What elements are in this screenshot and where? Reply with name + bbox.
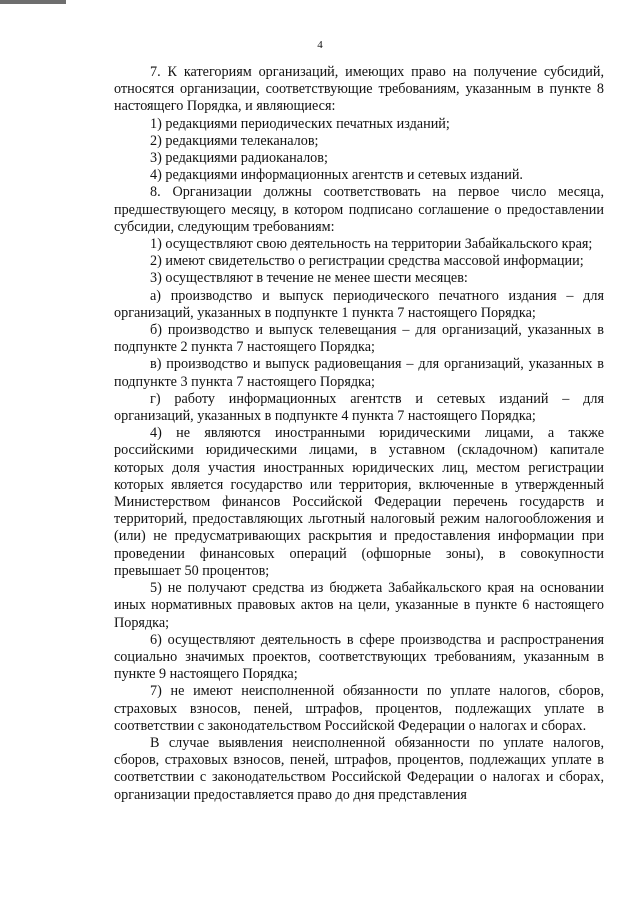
paragraph-debt-clause: В случае выявления неисполненной обязанности по уплате налогов, сборов, страховых взносов, пеней, штрафов, процентов, подлежащих уплате в соответствии с законодательством Российской Федерации о налогах и сборах, организации предоставляется право до дня представления xyxy=(114,734,604,803)
requirement-6: 6) осуществляют деятельность в сфере производства и распространения социально значимых проектов, соответствующих требованиям, указанным в пункте 9 настоящего Порядка; xyxy=(114,631,604,683)
list-item-3: 3) редакциями радиоканалов; xyxy=(150,150,328,167)
requirement-3a: а) производство и выпуск периодического печатного издания – для организаций, указанных в подпункте 1 пункта 7 настоящего Порядка; xyxy=(114,287,604,321)
list-item-1: 1) редакциями периодических печатных изданий; xyxy=(150,115,450,132)
requirement-1: 1) осуществляют свою деятельность на территории Забайкальского края; xyxy=(150,236,593,253)
requirement-3: 3) осуществляют в течение не менее шести месяцев: xyxy=(150,270,468,287)
requirement-3b: б) производство и выпуск телевещания – для организаций, указанных в подпункте 2 пункта 7 настоящего Порядка; xyxy=(114,322,604,356)
requirement-3c: в) производство и выпуск радиовещания – для организаций, указанных в подпункте 3 пункта 7 настоящего Порядка; xyxy=(114,356,604,390)
requirement-5: 5) не получают средства из бюджета Забайкальского края на основании иных нормативных правовых актов на цели, указанные в пункте 6 настоящего Порядка; xyxy=(114,580,604,631)
requirement-2: 2) имеют свидетельство о регистрации средства массовой информации; xyxy=(150,253,584,270)
paragraph-7-intro: 7. К категориям организаций, имеющих право на получение субсидий, относятся организации, соответствующие требованиям, указанным в пункте 8 настоящего Порядка, и являющиеся: xyxy=(114,64,604,115)
requirement-7: 7) не имеют неисполненной обязанности по уплате налогов, сборов, страховых взносов, пеней, штрафов, процентов, подлежащих уплате в соответствии с законодательством Российской Федерации о налогах и сборах. xyxy=(114,683,604,734)
list-item-4: 4) редакциями информационных агентств и сетевых изданий. xyxy=(150,167,523,184)
document-body xyxy=(114,64,604,804)
requirement-4: 4) не являются иностранными юридическими лицами, а также российскими юридическими лицами, в уставном (складочном) капитале которых доля участия иностранных юридических лиц, местом регистрации которых является государство или территория, включенные в утвержденный Министерством финансов Российской Федерации перечень государств и территорий, предоставляющих льготный налоговый режим налогообложения и (или) не предусматривающих раскрытия и предоставления информации при проведении финансовых операций (офшорные зоны), в совокупности превышает 50 процентов; xyxy=(114,425,604,579)
list-item-2: 2) редакциями телеканалов; xyxy=(150,132,319,149)
paragraph-8-intro: 8. Организации должны соответствовать на первое число месяца, предшествующего месяцу, в котором подписано соглашение о предоставлении субсидии, следующим требованиям: xyxy=(114,184,604,235)
page-number: 4 xyxy=(317,39,323,51)
scan-edge-mark xyxy=(0,0,66,4)
requirement-3d: г) работу информационных агентств и сетевых изданий – для организаций, указанных в подпункте 4 пункта 7 настоящего Порядка; xyxy=(114,390,604,425)
